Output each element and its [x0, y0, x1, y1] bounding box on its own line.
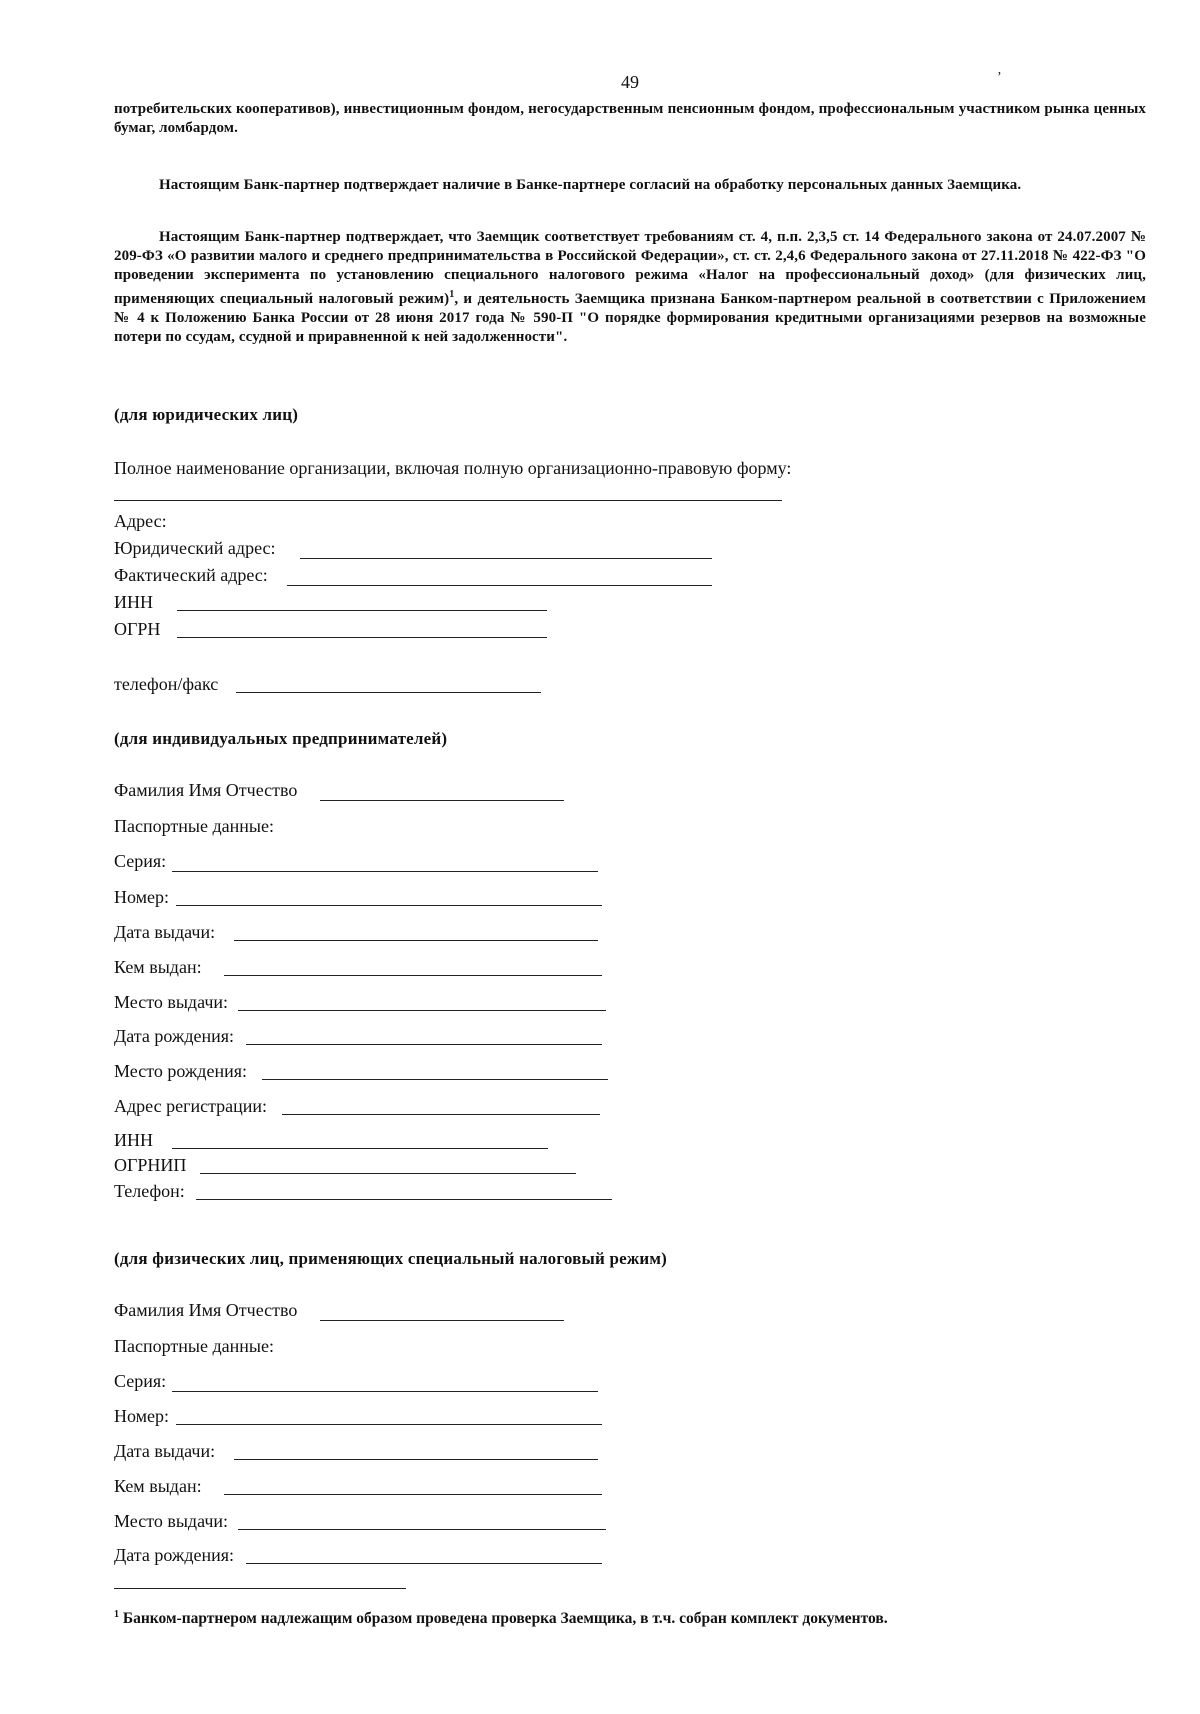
ip-birth-place-line[interactable] [262, 1079, 608, 1080]
ip-birth-place-label: Место рождения: [114, 1061, 248, 1081]
legal-address-actual-line[interactable] [287, 585, 712, 586]
se-fio-label: Фамилия Имя Отчество [114, 1300, 298, 1320]
ip-fio-label: Фамилия Имя Отчество [114, 780, 298, 800]
legal-address-legal-line[interactable] [300, 558, 712, 559]
ip-series-label: Серия: [114, 851, 167, 871]
legal-ogrn-line[interactable] [177, 637, 547, 638]
se-series-label: Серия: [114, 1371, 167, 1391]
se-issued-by-label: Кем выдан: [114, 1476, 202, 1496]
se-issue-date-label: Дата выдачи: [114, 1441, 216, 1461]
ip-inn-line[interactable] [172, 1148, 548, 1149]
compliance-tail: , и деятельность Заемщика признана Банком-партнером реальной в соответствии с Приложением № 4 к Положению Банка России от 28 июня 2017 года № 590-П "О порядке формирования кредитными организациями резервов на возможные потери по ссудам, ссудной и приравненной к ней задолженности". [114, 291, 1146, 345]
se-number-line[interactable] [176, 1424, 602, 1425]
se-passport-label: Паспортные данные: [114, 1336, 274, 1356]
ip-issued-by-label: Кем выдан: [114, 957, 202, 977]
ip-phone-line[interactable] [196, 1199, 612, 1200]
ip-heading: (для индивидуальных предпринимателей) [114, 729, 448, 748]
ip-number-line[interactable] [176, 905, 602, 906]
footnote-text: Банком-партнером надлежащим образом проведена проверка Заемщика, в т.ч. собран комплект документов. [119, 1610, 888, 1628]
selfemployed-heading: (для физических лиц, применяющих специальный налоговый режим) [114, 1249, 668, 1268]
legal-address-actual-label: Фактический адрес: [114, 565, 268, 585]
legal-address-legal-label: Юридический адрес: [114, 538, 276, 558]
footnote [114, 1609, 888, 1628]
footnote-ref: 1 [449, 289, 455, 300]
ip-birth-date-label: Дата рождения: [114, 1026, 235, 1046]
legal-inn-line[interactable] [177, 610, 547, 611]
ip-number-label: Номер: [114, 887, 170, 907]
se-issue-place-line[interactable] [238, 1529, 606, 1530]
footnote-marker: 1 [114, 1609, 119, 1620]
ip-phone-label: Телефон: [114, 1181, 185, 1201]
consent-paragraph: Настоящим Банк-партнер подтверждает наличие в Банке-партнере согласий на обработку персональных данных Заемщика. [159, 177, 1022, 193]
ip-reg-address-label: Адрес регистрации: [114, 1096, 268, 1116]
se-birth-date-label: Дата рождения: [114, 1545, 235, 1565]
ip-ogrnip-line[interactable] [200, 1173, 576, 1174]
ip-reg-address-line[interactable] [282, 1114, 600, 1115]
page-number: 49 [621, 72, 639, 92]
ip-series-line[interactable] [172, 871, 598, 872]
legal-fullname-label: Полное наименование организации, включая полную организационно-правовую форму: [114, 458, 792, 478]
legal-address-label: Адрес: [114, 511, 167, 531]
ip-inn-label: ИНН [114, 1130, 153, 1150]
legal-inn-label: ИНН [114, 592, 153, 612]
se-number-label: Номер: [114, 1406, 170, 1426]
footnote-rule [114, 1588, 406, 1589]
se-birth-date-line[interactable] [246, 1563, 602, 1564]
se-issue-date-line[interactable] [234, 1459, 598, 1460]
scan-mark: ’ [997, 70, 1002, 85]
se-issue-place-label: Место выдачи: [114, 1511, 229, 1531]
legal-heading: (для юридических лиц) [114, 405, 299, 424]
compliance-text: Настоящим Банк-партнер подтверждает, что Заемщик соответствует требованиям ст. 4, п.п. 2,3,5 ст. 14 Федерального закона от 24.07.2007 № 209-ФЗ «О развитии малого и среднего предпринимательства в Российской Федерации», ст. ст. 2,4,6 Федерального закона от 27.11.2018 № 422-ФЗ "О проведении эксперимента по установлению специального налогового режима «Налог на профессиональный доход» (для физических лиц, применяющих специальный налоговый режим) [114, 229, 1146, 307]
ip-issue-place-line[interactable] [238, 1010, 606, 1011]
ip-ogrnip-label: ОГРНИП [114, 1155, 187, 1175]
ip-birth-date-line[interactable] [246, 1044, 602, 1045]
intro-paragraph: потребительских кооперативов), инвестиционным фондом, негосударственным пенсионным фондом, профессиональным участником рынка ценных бумаг, ломбардом. [114, 101, 1146, 136]
se-series-line[interactable] [172, 1391, 598, 1392]
ip-issue-place-label: Место выдачи: [114, 992, 229, 1012]
compliance-paragraph [114, 228, 1146, 347]
se-fio-line[interactable] [320, 1320, 564, 1321]
ip-issue-date-label: Дата выдачи: [114, 922, 216, 942]
se-issued-by-line[interactable] [224, 1494, 602, 1495]
legal-phone-fax-label: телефон/факс [114, 674, 219, 694]
legal-fullname-line[interactable] [114, 500, 782, 501]
ip-fio-line[interactable] [320, 800, 564, 801]
ip-passport-label: Паспортные данные: [114, 816, 274, 836]
ip-issued-by-line[interactable] [224, 975, 602, 976]
legal-ogrn-label: ОГРН [114, 619, 161, 639]
ip-issue-date-line[interactable] [234, 940, 598, 941]
legal-phone-fax-line[interactable] [236, 692, 541, 693]
